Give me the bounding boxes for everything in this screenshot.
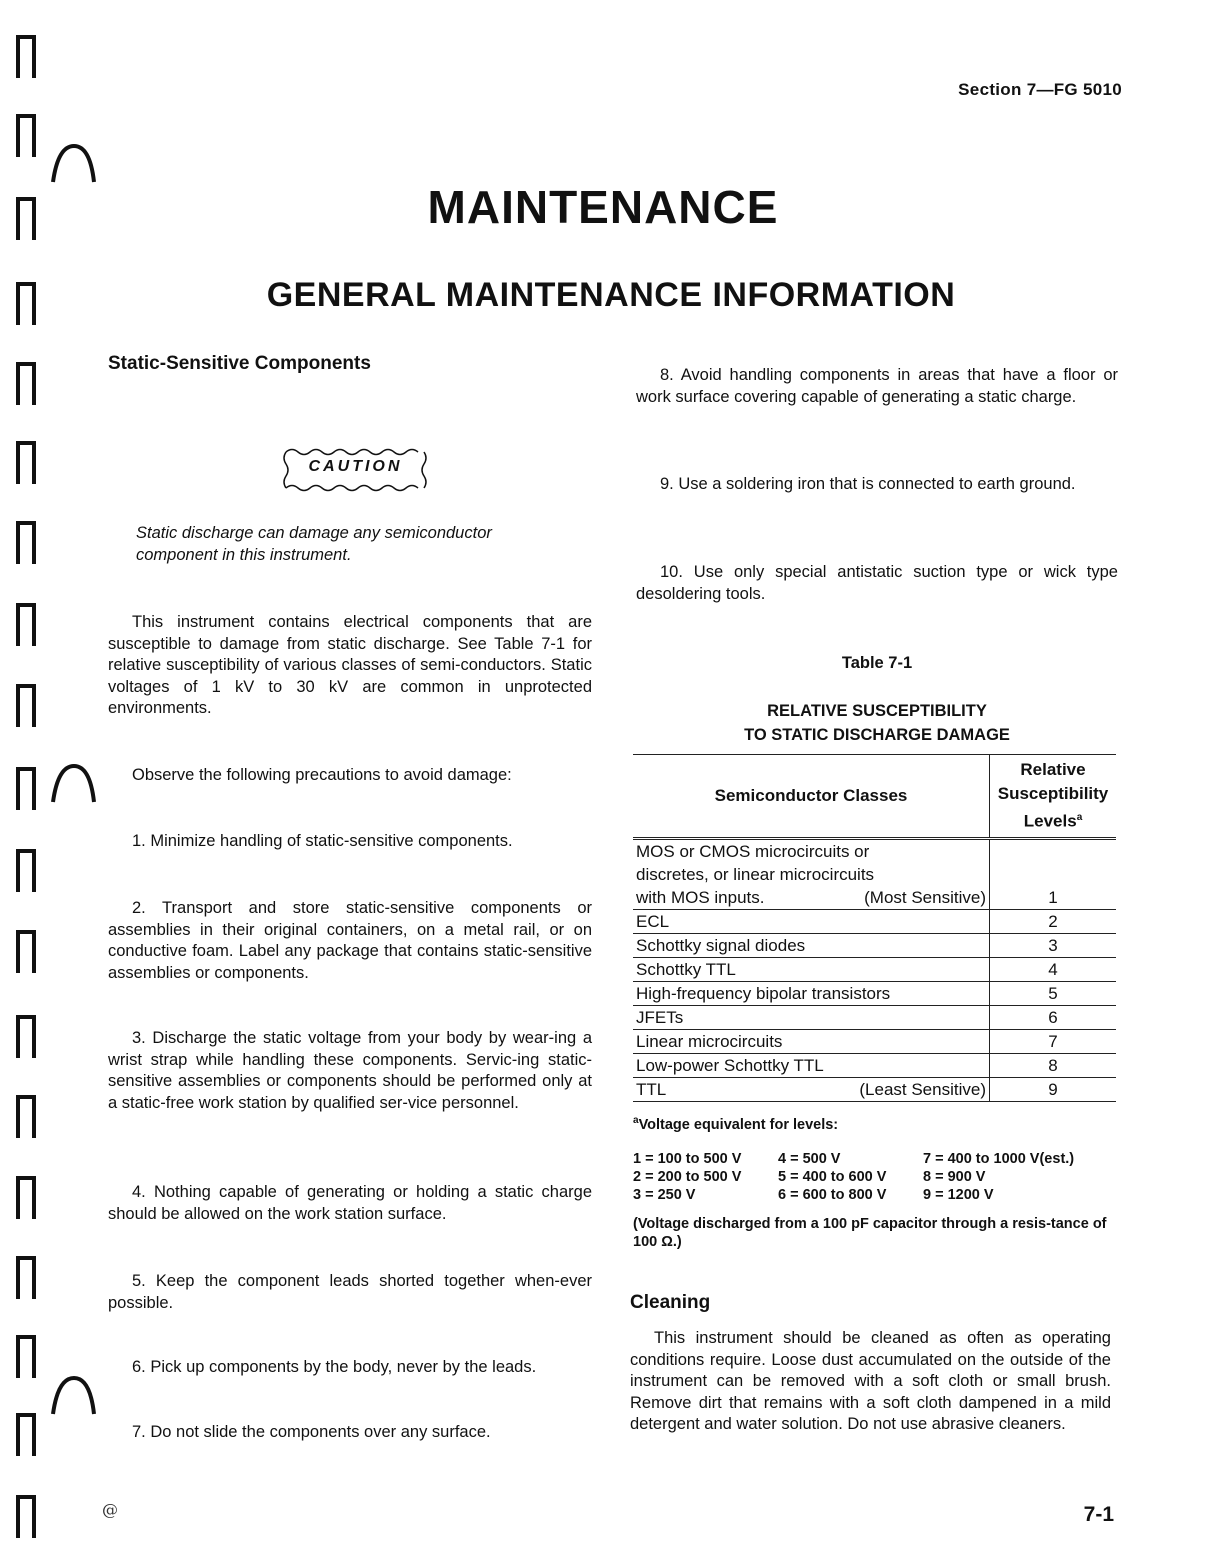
table-cell-class	[633, 1078, 990, 1102]
voltage-entry: 2 = 200 to 500 V	[633, 1169, 742, 1185]
binder-mark-icon	[14, 848, 38, 892]
binder-mark-icon	[14, 440, 38, 484]
table-cell-class: Schottky signal diodes	[633, 934, 990, 958]
caution-label: CAUTION	[308, 458, 403, 475]
voltage-entry: 6 = 600 to 800 V	[778, 1187, 887, 1203]
binder-mark-icon	[14, 361, 38, 405]
binder-mark-icon	[14, 113, 38, 157]
footnote-marker: a	[1076, 812, 1083, 824]
precaution-item: 9. Use a soldering iron that is connected to earth ground.	[660, 475, 1076, 493]
precaution-item: 4. Nothing capable of generating or holding a static charge should be allowed on the work station surface.	[108, 1183, 592, 1223]
discharge-note: (Voltage discharged from a 100 pF capacitor through a resis-tance of 100 Ω.)	[633, 1216, 1107, 1250]
column-header-classes: Semiconductor Classes	[633, 755, 990, 839]
table-title: TO STATIC DISCHARGE DAMAGE	[744, 726, 1010, 744]
table-cell-level: 8	[990, 1054, 1117, 1078]
footnote-text: Voltage equivalent for levels:	[638, 1116, 839, 1133]
precaution-item: 7. Do not slide the components over any surface.	[132, 1423, 491, 1441]
table-row	[633, 1030, 1116, 1054]
voltage-entry: 9 = 1200 V	[923, 1187, 994, 1203]
precaution-item: 10. Use only special antistatic suction type or wick type desoldering tools.	[636, 563, 1118, 603]
precaution-item: 2. Transport and store static-sensitive components or assemblies in their original containers, on a metal rail, or on conductive foam. Label any package that contains static-sensitive assemblies or components.	[108, 899, 592, 982]
table-cell-level: 3	[990, 934, 1117, 958]
voltage-entry: 7 = 400 to 1000 V(est.)	[923, 1151, 1075, 1167]
precaution-item: 6. Pick up components by the body, never by the leads.	[132, 1358, 537, 1376]
binder-mark-icon	[14, 34, 38, 78]
table-row	[633, 982, 1116, 1006]
table-cell-class: JFETs	[633, 1006, 990, 1030]
binder-mark-icon	[14, 1175, 38, 1219]
table-cell-level: 7	[990, 1030, 1117, 1054]
voltage-entry: 5 = 400 to 600 V	[778, 1169, 887, 1185]
column-header-line: Susceptibility	[997, 784, 1109, 804]
cell-line-row	[636, 1078, 986, 1101]
sensitivity-note: (Least Sensitive)	[859, 1080, 986, 1099]
table-cell-class: Schottky TTL	[633, 958, 990, 982]
static-heading: Static-Sensitive Components	[108, 353, 371, 374]
binder-mark-icon	[14, 1255, 38, 1299]
intro-paragraph: This instrument contains electrical components that are susceptible to damage from static discharge. See Table 7-1 for relative susceptibility of various classes of semi-conductors. Static voltages of 1 kV to 30 kV are common in unprotected environments.	[108, 613, 592, 717]
binder-mark-icon	[14, 520, 38, 564]
page-subtitle: GENERAL MAINTENANCE INFORMATION	[266, 276, 956, 314]
voltage-row	[633, 1150, 1074, 1168]
footer-mark: @	[102, 1500, 118, 1519]
column-header-line: Levels	[1023, 811, 1077, 831]
column-header-levels	[990, 755, 1117, 839]
observe-paragraph: Observe the following precautions to avoid damage:	[132, 766, 512, 784]
binder-ring-icon	[48, 760, 100, 804]
binder-ring-icon	[48, 140, 100, 184]
cleaning-heading: Cleaning	[630, 1292, 711, 1313]
voltage-entry: 8 = 900 V	[923, 1169, 986, 1185]
binder-mark-icon	[14, 1334, 38, 1378]
page-number: 7-1	[1083, 1503, 1114, 1526]
section-header: Section 7—FG 5010	[958, 80, 1122, 99]
page-title: MAINTENANCE	[427, 181, 779, 233]
cell-line: discretes, or linear microcircuits	[636, 865, 875, 884]
voltage-entry: 1 = 100 to 500 V	[633, 1151, 742, 1167]
table-row	[633, 1078, 1116, 1102]
table-cell-level: 4	[990, 958, 1117, 982]
table-title: RELATIVE SUSCEPTIBILITY	[767, 702, 987, 720]
binder-mark-icon	[14, 683, 38, 727]
column-header-line: Relative	[1020, 760, 1086, 780]
cell-line-row	[636, 886, 986, 909]
precaution-item: 5. Keep the component leads shorted together when-ever possible.	[108, 1272, 592, 1312]
table-row	[633, 1054, 1116, 1078]
table-cell-level: 5	[990, 982, 1117, 1006]
caution-box	[283, 446, 428, 492]
table-row	[633, 934, 1116, 958]
table-row	[633, 839, 1116, 910]
table-row	[633, 910, 1116, 934]
footnote-marker: a	[633, 1115, 639, 1126]
binder-mark-icon	[14, 1412, 38, 1456]
binder-ring-icon	[48, 1372, 100, 1416]
voltage-entry: 4 = 500 V	[778, 1151, 841, 1167]
precaution-item: 3. Discharge the static voltage from your body by wear-ing a wrist strap while handling these components. Servic-ing static-sensitive assemblies or components should be performed only at a static-free work station by qualified ser-vice personnel.	[108, 1029, 592, 1112]
table-cell-level: 9	[990, 1078, 1117, 1102]
caution-text: Static discharge can damage any semiconductor component in this instrument.	[136, 524, 492, 564]
table-row	[633, 1006, 1116, 1030]
sensitivity-note: (Most Sensitive)	[864, 888, 986, 907]
binder-mark-icon	[14, 1014, 38, 1058]
cell-line: with MOS inputs.	[636, 888, 765, 907]
binder-mark-icon	[14, 766, 38, 810]
cleaning-paragraph: This instrument should be cleaned as often as operating conditions require. Loose dust accumulated on the outside of the instrument can be removed with a soft cloth or small brush. Remove dirt that remains with a soft cloth dampened in a mild detergent and water solution. Do not use abrasive cleaners.	[630, 1329, 1111, 1433]
table-cell-class: Linear microcircuits	[633, 1030, 990, 1054]
binder-mark-icon	[14, 1094, 38, 1138]
table-cell-level: 2	[990, 910, 1117, 934]
table-header-row	[633, 755, 1116, 839]
table-cell-level: 6	[990, 1006, 1117, 1030]
voltage-entry: 3 = 250 V	[633, 1187, 696, 1203]
table-number: Table 7-1	[841, 654, 913, 672]
binder-mark-icon	[14, 602, 38, 646]
voltage-levels	[633, 1150, 1074, 1204]
voltage-row	[633, 1168, 1074, 1186]
precaution-item: 8. Avoid handling components in areas that have a floor or work surface covering capable of generating a static charge.	[636, 366, 1118, 406]
table-footnote	[633, 1112, 1115, 1134]
table-cell-class	[633, 839, 990, 910]
table-cell-class: Low-power Schottky TTL	[633, 1054, 990, 1078]
table-cell-class: ECL	[633, 910, 990, 934]
binder-mark-icon	[14, 1494, 38, 1538]
table-row	[633, 958, 1116, 982]
voltage-row	[633, 1186, 1074, 1204]
cell-line: MOS or CMOS microcircuits or	[636, 842, 870, 861]
binder-mark-icon	[14, 929, 38, 973]
table-cell-class: High-frequency bipolar transistors	[633, 982, 990, 1006]
susceptibility-table	[633, 754, 1116, 1102]
cell-line: TTL	[636, 1080, 667, 1099]
precaution-item: 1. Minimize handling of static-sensitive components.	[132, 832, 513, 850]
table-cell-level: 1	[990, 839, 1117, 910]
